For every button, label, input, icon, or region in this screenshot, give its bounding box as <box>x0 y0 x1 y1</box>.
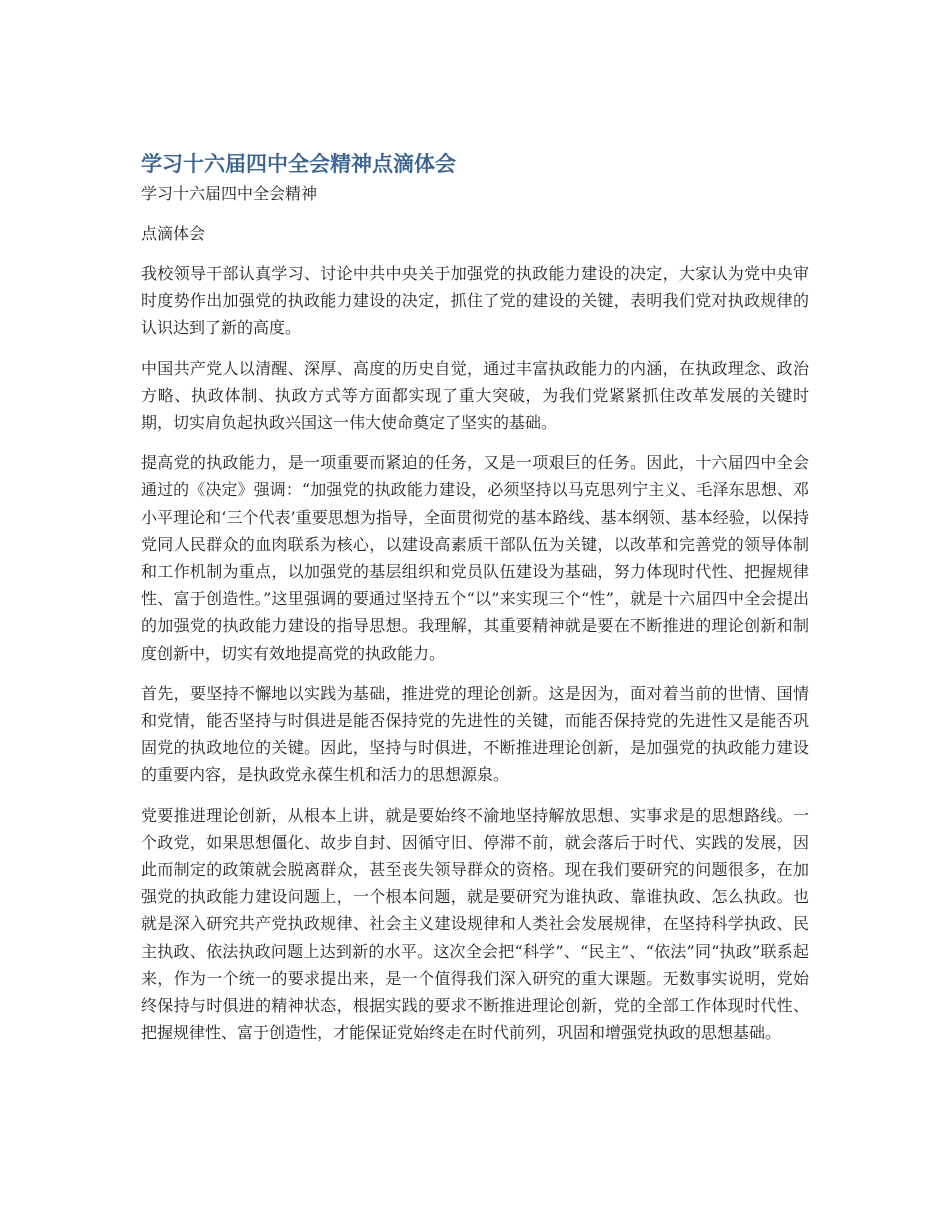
body-paragraph: 提高党的执政能力，是一项重要而紧迫的任务，又是一项艰巨的任务。因此，十六届四中全会通过的《决定》强调：“加强党的执政能力建设，必须坚持以马克思列宁主义、毛泽东思想、邓小平理论和‘三个代表’重要思想为指导，全面贯彻党的基本路线、基本纲领、基本经验，以保持党同人民群众的血肉联系为核心，以建设高素质干部队伍为关键，以改革和完善党的领导体制和工作机制为重点，以加强党的基层组织和党员队伍建设为基础，努力体现时代性、把握规律性、富于创造性。”这里强调的要通过坚持五个“以”来实现三个“性”，就是十六届四中全会提出的加强党的执政能力建设的指导思想。我理解，其重要精神就是要在不断推进的理论创新和制度创新中，切实有效地提高党的执政能力。 <box>141 453 809 663</box>
body-paragraph: 中国共产党人以清醒、深厚、高度的历史自觉，通过丰富执政能力的内涵，在执政理念、政治方略、执政体制、执政方式等方面都实现了重大突破，为我们党紧紧抓住改革发展的关键时期，切实肩负起执政兴国这一伟大使命奠定了坚实的基础。 <box>141 358 809 433</box>
section-label: 点滴体会 <box>141 224 206 243</box>
document-title: 学习十六届四中全会精神点滴体会 <box>141 152 456 176</box>
body-paragraph: 党要推进理论创新，从根本上讲，就是要始终不渝地坚持解放思想、实事求是的思想路线。一个政党，如果思想僵化、故步自封、因循守旧、停滞不前，就会落后于时代、实践的发展，因此而制定的政策就会脱离群众，甚至丧失领导群众的资格。现在我们要研究的问题很多，在加强党的执政能力建设问题上，一个根本问题，就是要研究为谁执政、靠谁执政、怎么执政。也就是深入研究共产党执政规律、社会主义建设规律和人类社会发展规律，在坚持科学执政、民主执政、依法执政问题上达到新的水平。这次全会把“科学”、“民主”、“依法”同“执政”联系起来，作为一个统一的要求提出来，是一个值得我们深入研究的重大课题。无数事实说明，党始终保持与时俱进的精神状态，根据实践的要求不断推进理论创新，党的全部工作体现时代性、把握规律性、富于创造性，才能保证党始终走在时代前列，巩固和增强党执政的思想基础。 <box>141 805 809 1043</box>
body-paragraph: 首先，要坚持不懈地以实践为基础，推进党的理论创新。这是因为，面对着当前的世情、国情和党情，能否坚持与时俱进是能否保持党的先进性的关键，而能否保持党的先进性又是能否巩固党的执政地位的关键。因此，坚持与时俱进，不断推进理论创新，是加强党的执政能力建设的重要内容，是执政党永葆生机和活力的思想源泉。 <box>141 683 809 785</box>
body-paragraph: 我校领导干部认真学习、讨论中共中央关于加强党的执政能力建设的决定，大家认为党中央审时度势作出加强党的执政能力建设的决定，抓住了党的建设的关键，表明我们党对执政规律的认识达到了新的高度。 <box>141 264 809 338</box>
document-page <box>141 149 809 1046</box>
document-subtitle: 学习十六届四中全会精神 <box>141 184 318 203</box>
